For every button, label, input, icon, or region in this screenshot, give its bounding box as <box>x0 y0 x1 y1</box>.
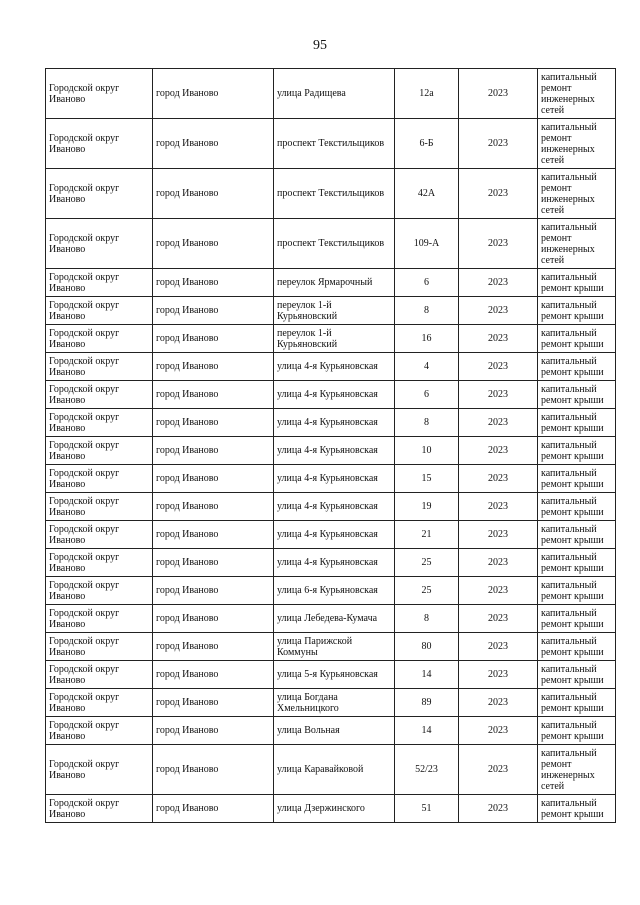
street-cell: переулок Ярмарочный <box>274 269 395 297</box>
house-number-cell: 14 <box>395 717 459 745</box>
work-type-cell: капитальный ремонт крыши <box>538 661 616 689</box>
year-cell: 2023 <box>459 745 538 795</box>
work-type-cell: капитальный ремонт инженерных сетей <box>538 69 616 119</box>
house-number-cell: 8 <box>395 297 459 325</box>
street-cell: улица 4-я Курьяновская <box>274 409 395 437</box>
settlement-cell: город Иваново <box>153 605 274 633</box>
work-type-cell: капитальный ремонт крыши <box>538 325 616 353</box>
table-row <box>46 219 616 269</box>
district-cell: Городской округ Иваново <box>46 717 153 745</box>
house-number-cell: 15 <box>395 465 459 493</box>
year-cell: 2023 <box>459 69 538 119</box>
house-number-cell: 21 <box>395 521 459 549</box>
work-type-cell: капитальный ремонт крыши <box>538 437 616 465</box>
district-cell: Городской округ Иваново <box>46 689 153 717</box>
work-type-cell: капитальный ремонт крыши <box>538 577 616 605</box>
district-cell: Городской округ Иваново <box>46 119 153 169</box>
table-row <box>46 409 616 437</box>
table-row <box>46 689 616 717</box>
year-cell: 2023 <box>459 549 538 577</box>
settlement-cell: город Иваново <box>153 353 274 381</box>
house-number-cell: 42А <box>395 169 459 219</box>
district-cell: Городской округ Иваново <box>46 325 153 353</box>
district-cell: Городской округ Иваново <box>46 745 153 795</box>
street-cell: улица Вольная <box>274 717 395 745</box>
work-type-cell: капитальный ремонт инженерных сетей <box>538 119 616 169</box>
year-cell: 2023 <box>459 605 538 633</box>
page-number: 95 <box>313 38 327 53</box>
work-type-cell: капитальный ремонт инженерных сетей <box>538 219 616 269</box>
year-cell: 2023 <box>459 465 538 493</box>
table-row <box>46 437 616 465</box>
district-cell: Городской округ Иваново <box>46 465 153 493</box>
house-number-cell: 6 <box>395 269 459 297</box>
table-row <box>46 795 616 823</box>
year-cell: 2023 <box>459 493 538 521</box>
house-number-cell: 6 <box>395 381 459 409</box>
district-cell: Городской округ Иваново <box>46 795 153 823</box>
settlement-cell: город Иваново <box>153 119 274 169</box>
district-cell: Городской округ Иваново <box>46 577 153 605</box>
street-cell: улица Богдана Хмельницкого <box>274 689 395 717</box>
table-row <box>46 381 616 409</box>
district-cell: Городской округ Иваново <box>46 297 153 325</box>
settlement-cell: город Иваново <box>153 689 274 717</box>
settlement-cell: город Иваново <box>153 549 274 577</box>
table-row <box>46 169 616 219</box>
table-row <box>46 325 616 353</box>
year-cell: 2023 <box>459 119 538 169</box>
district-cell: Городской округ Иваново <box>46 605 153 633</box>
street-cell: улица Дзержинского <box>274 795 395 823</box>
table-row <box>46 465 616 493</box>
table-row <box>46 577 616 605</box>
table-row <box>46 745 616 795</box>
year-cell: 2023 <box>459 717 538 745</box>
house-number-cell: 16 <box>395 325 459 353</box>
house-number-cell: 109-А <box>395 219 459 269</box>
work-type-cell: капитальный ремонт крыши <box>538 605 616 633</box>
house-number-cell: 8 <box>395 409 459 437</box>
work-type-cell: капитальный ремонт крыши <box>538 689 616 717</box>
street-cell: улица 4-я Курьяновская <box>274 353 395 381</box>
street-cell: улица 4-я Курьяновская <box>274 549 395 577</box>
street-cell: улица 4-я Курьяновская <box>274 493 395 521</box>
table-row <box>46 521 616 549</box>
district-cell: Городской округ Иваново <box>46 633 153 661</box>
table-row <box>46 717 616 745</box>
street-cell: улица 4-я Курьяновская <box>274 465 395 493</box>
house-number-cell: 10 <box>395 437 459 465</box>
table-row <box>46 633 616 661</box>
table-row <box>46 661 616 689</box>
work-type-cell: капитальный ремонт инженерных сетей <box>538 745 616 795</box>
work-type-cell: капитальный ремонт крыши <box>538 269 616 297</box>
work-type-cell: капитальный ремонт крыши <box>538 409 616 437</box>
year-cell: 2023 <box>459 169 538 219</box>
year-cell: 2023 <box>459 269 538 297</box>
year-cell: 2023 <box>459 661 538 689</box>
settlement-cell: город Иваново <box>153 465 274 493</box>
house-number-cell: 19 <box>395 493 459 521</box>
table-row <box>46 605 616 633</box>
settlement-cell: город Иваново <box>153 269 274 297</box>
work-type-cell: капитальный ремонт крыши <box>538 521 616 549</box>
work-type-cell: капитальный ремонт крыши <box>538 353 616 381</box>
settlement-cell: город Иваново <box>153 717 274 745</box>
district-cell: Городской округ Иваново <box>46 353 153 381</box>
year-cell: 2023 <box>459 633 538 661</box>
table-row <box>46 297 616 325</box>
district-cell: Городской округ Иваново <box>46 269 153 297</box>
settlement-cell: город Иваново <box>153 493 274 521</box>
settlement-cell: город Иваново <box>153 219 274 269</box>
table-row <box>46 493 616 521</box>
registry-table <box>45 68 616 823</box>
district-cell: Городской округ Иваново <box>46 69 153 119</box>
settlement-cell: город Иваново <box>153 437 274 465</box>
settlement-cell: город Иваново <box>153 795 274 823</box>
street-cell: улица Лебедева-Кумача <box>274 605 395 633</box>
year-cell: 2023 <box>459 381 538 409</box>
year-cell: 2023 <box>459 521 538 549</box>
house-number-cell: 25 <box>395 549 459 577</box>
year-cell: 2023 <box>459 437 538 465</box>
work-type-cell: капитальный ремонт инженерных сетей <box>538 169 616 219</box>
house-number-cell: 52/23 <box>395 745 459 795</box>
house-number-cell: 25 <box>395 577 459 605</box>
house-number-cell: 89 <box>395 689 459 717</box>
table-row <box>46 549 616 577</box>
district-cell: Городской округ Иваново <box>46 549 153 577</box>
work-type-cell: капитальный ремонт крыши <box>538 381 616 409</box>
settlement-cell: город Иваново <box>153 577 274 605</box>
work-type-cell: капитальный ремонт крыши <box>538 493 616 521</box>
settlement-cell: город Иваново <box>153 381 274 409</box>
house-number-cell: 14 <box>395 661 459 689</box>
settlement-cell: город Иваново <box>153 69 274 119</box>
district-cell: Городской округ Иваново <box>46 219 153 269</box>
street-cell: проспект Текстильщиков <box>274 119 395 169</box>
work-type-cell: капитальный ремонт крыши <box>538 465 616 493</box>
house-number-cell: 6-Б <box>395 119 459 169</box>
year-cell: 2023 <box>459 795 538 823</box>
street-cell: переулок 1-й Курьяновский <box>274 325 395 353</box>
work-type-cell: капитальный ремонт крыши <box>538 795 616 823</box>
settlement-cell: город Иваново <box>153 409 274 437</box>
settlement-cell: город Иваново <box>153 633 274 661</box>
year-cell: 2023 <box>459 219 538 269</box>
settlement-cell: город Иваново <box>153 521 274 549</box>
house-number-cell: 8 <box>395 605 459 633</box>
district-cell: Городской округ Иваново <box>46 661 153 689</box>
settlement-cell: город Иваново <box>153 169 274 219</box>
work-type-cell: капитальный ремонт крыши <box>538 633 616 661</box>
district-cell: Городской округ Иваново <box>46 381 153 409</box>
settlement-cell: город Иваново <box>153 325 274 353</box>
district-cell: Городской округ Иваново <box>46 493 153 521</box>
settlement-cell: город Иваново <box>153 661 274 689</box>
work-type-cell: капитальный ремонт крыши <box>538 549 616 577</box>
district-cell: Городской округ Иваново <box>46 521 153 549</box>
table-row <box>46 269 616 297</box>
year-cell: 2023 <box>459 577 538 605</box>
table-row <box>46 353 616 381</box>
settlement-cell: город Иваново <box>153 745 274 795</box>
street-cell: улица 4-я Курьяновская <box>274 521 395 549</box>
work-type-cell: капитальный ремонт крыши <box>538 297 616 325</box>
district-cell: Городской округ Иваново <box>46 169 153 219</box>
year-cell: 2023 <box>459 409 538 437</box>
house-number-cell: 12а <box>395 69 459 119</box>
table-row <box>46 69 616 119</box>
house-number-cell: 51 <box>395 795 459 823</box>
street-cell: улица 4-я Курьяновская <box>274 381 395 409</box>
street-cell: улица Парижской Коммуны <box>274 633 395 661</box>
street-cell: улица Радищева <box>274 69 395 119</box>
street-cell: улица 5-я Курьяновская <box>274 661 395 689</box>
street-cell: проспект Текстильщиков <box>274 219 395 269</box>
house-number-cell: 80 <box>395 633 459 661</box>
district-cell: Городской округ Иваново <box>46 409 153 437</box>
registry-table-body <box>46 69 616 823</box>
street-cell: проспект Текстильщиков <box>274 169 395 219</box>
year-cell: 2023 <box>459 353 538 381</box>
street-cell: улица 4-я Курьяновская <box>274 437 395 465</box>
year-cell: 2023 <box>459 297 538 325</box>
year-cell: 2023 <box>459 325 538 353</box>
year-cell: 2023 <box>459 689 538 717</box>
work-type-cell: капитальный ремонт крыши <box>538 717 616 745</box>
table-row <box>46 119 616 169</box>
district-cell: Городской округ Иваново <box>46 437 153 465</box>
house-number-cell: 4 <box>395 353 459 381</box>
settlement-cell: город Иваново <box>153 297 274 325</box>
street-cell: улица 6-я Курьяновская <box>274 577 395 605</box>
street-cell: переулок 1-й Курьяновский <box>274 297 395 325</box>
street-cell: улица Каравайковой <box>274 745 395 795</box>
